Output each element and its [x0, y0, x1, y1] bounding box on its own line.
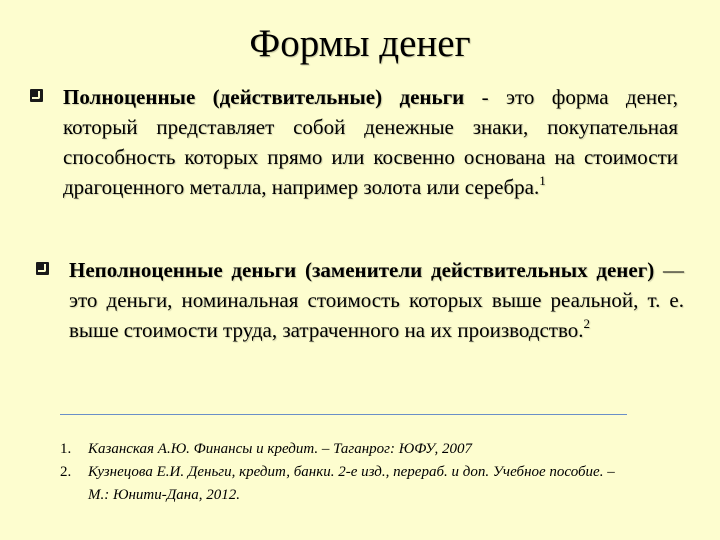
- term: Неполноценные деньги (заменители действительных денег): [69, 258, 655, 282]
- page-title: Формы денег: [249, 22, 471, 65]
- checkbox-bullet-icon: [30, 89, 43, 102]
- reference-item: [60, 438, 620, 461]
- reference-list: [60, 438, 620, 507]
- reference-text: Казанская А.Ю. Финансы и кредит. – Таганрог: ЮФУ, 2007: [88, 441, 473, 457]
- bullet-item-full-value-money: [30, 82, 678, 202]
- checkbox-bullet-icon: [36, 262, 49, 275]
- footnote-divider: [60, 414, 627, 415]
- footnote-ref: 1: [539, 173, 546, 188]
- reference-number: 2.: [60, 464, 72, 480]
- footnote-ref: 2: [583, 316, 590, 331]
- term: Полноценные (действительные) деньги: [63, 85, 465, 109]
- definition: - это форма денег, который представляет собой денежные знаки, покупательная способность которых прямо или косвенно основана на стоимости драгоценного металла, например золота или серебра.: [63, 85, 678, 199]
- definition: — это деньги, номинальная стоимость которых выше реальной, т. е. выше стоимости труда, затраченного на их производство.: [69, 258, 684, 342]
- reference-text: Кузнецова Е.И. Деньги, кредит, банки. 2-е изд., перераб. и доп. Учебное пособие. – М.: Юнити-Дана, 2012.: [88, 464, 615, 503]
- reference-number: 1.: [60, 441, 72, 457]
- bullet-text: [69, 255, 684, 345]
- reference-item: [60, 461, 620, 507]
- bullet-text: [63, 82, 678, 202]
- bullet-item-token-money: [36, 255, 684, 345]
